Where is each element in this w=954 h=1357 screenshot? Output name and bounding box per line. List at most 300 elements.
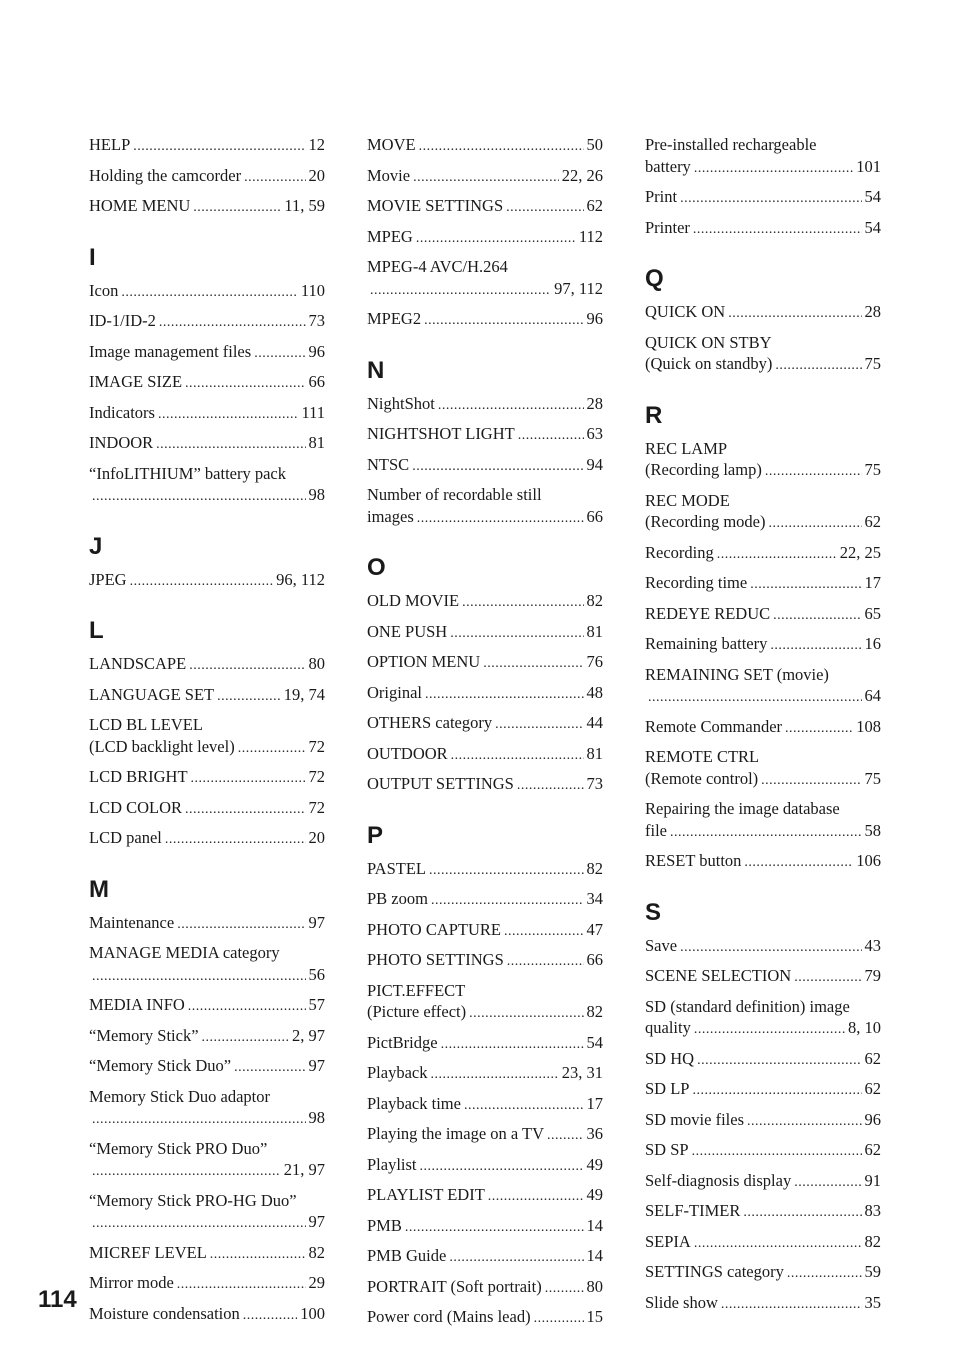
- dot-leader: [787, 1263, 862, 1285]
- index-entry: [89, 1190, 325, 1235]
- dot-leader: [747, 1111, 862, 1133]
- dot-leader: [431, 890, 584, 912]
- dot-leader: [451, 745, 584, 767]
- entry-pages: 62: [864, 1140, 881, 1159]
- index-entry: [645, 1261, 881, 1285]
- entry-pages: 97: [308, 1212, 325, 1231]
- entry-term: LCD panel: [89, 828, 162, 847]
- index-entry: [645, 134, 881, 179]
- entry-term: NIGHTSHOT LIGHT: [367, 424, 515, 443]
- index-entry: [645, 1109, 881, 1133]
- entry-pages: 108: [856, 716, 881, 736]
- index-column-1: [89, 134, 325, 1333]
- dot-leader: [775, 355, 861, 377]
- index-entry: [645, 746, 881, 791]
- dot-leader: [692, 1080, 861, 1102]
- index-entry: [367, 712, 603, 736]
- dot-leader: [794, 967, 861, 989]
- entry-term: Holding the camcorder: [89, 165, 242, 185]
- index-entry: [367, 743, 603, 767]
- dot-leader: [770, 635, 861, 657]
- entry-term: OPTION MENU: [367, 652, 481, 671]
- index-entry: [89, 432, 325, 456]
- entry-pages: 63: [586, 424, 603, 443]
- index-entry: [89, 1138, 325, 1183]
- entry-term: LCD BRIGHT: [89, 767, 188, 786]
- index-column-2: [367, 134, 603, 1337]
- entry-term: MPEG2: [367, 309, 422, 328]
- section-letter: P: [367, 821, 384, 849]
- entry-pages: 75: [864, 354, 881, 373]
- entry-pages: 23, 31: [561, 1063, 603, 1082]
- dot-leader: [188, 996, 306, 1018]
- index-entry: [367, 1032, 603, 1056]
- index-entry: [89, 994, 325, 1018]
- dot-leader: [483, 653, 583, 675]
- dot-leader: [670, 822, 862, 844]
- index-entry: [367, 949, 603, 973]
- index-entry: [645, 542, 881, 566]
- entry-term: QUICK ON STBY: [645, 332, 772, 352]
- entry-pages: 56: [308, 964, 325, 984]
- entry-pages: 57: [308, 995, 325, 1014]
- dot-leader: [744, 852, 853, 874]
- dot-leader: [761, 770, 861, 792]
- dot-leader: [405, 1217, 584, 1239]
- entry-pages: 96: [864, 1109, 881, 1129]
- entry-term: RESET button: [645, 851, 742, 870]
- index-entry: [367, 195, 603, 219]
- entry-pages: 35: [864, 1292, 881, 1312]
- entry-pages: 21, 97: [283, 1160, 325, 1179]
- entry-term: Recording: [645, 542, 714, 562]
- entry-pages: 80: [586, 1276, 603, 1296]
- entry-term: SD SP: [645, 1140, 689, 1159]
- dot-leader: [189, 655, 305, 677]
- section-letter: O: [367, 554, 386, 581]
- entry-pages: 96, 112: [276, 569, 325, 589]
- entry-term: REC MODE: [645, 490, 730, 510]
- dot-leader: [412, 456, 583, 478]
- dot-leader: [92, 1213, 306, 1235]
- dot-leader: [721, 1294, 862, 1316]
- dot-leader: [429, 860, 584, 882]
- entry-pages: 82: [586, 591, 603, 610]
- dot-leader: [130, 571, 274, 593]
- entry-term: IMAGE SIZE: [89, 372, 183, 391]
- entry-pages: 81: [308, 433, 325, 452]
- section-letter: Q: [645, 265, 664, 292]
- dot-leader: [92, 1161, 281, 1183]
- entry-term: LANDSCAPE: [89, 654, 187, 673]
- entry-term: battery: [645, 156, 691, 176]
- index-entry: [89, 1242, 325, 1266]
- entry-pages: 28: [586, 393, 603, 413]
- index-entry: [367, 165, 603, 189]
- index-entry: [89, 463, 325, 508]
- entry-term: Power cord (Mains lead): [367, 1307, 531, 1326]
- page-number: 114: [38, 1286, 77, 1313]
- index-entry: [645, 1048, 881, 1072]
- dot-leader: [769, 513, 862, 535]
- entry-pages: 44: [586, 713, 603, 732]
- dot-leader: [430, 1064, 558, 1086]
- entry-term: (Quick on standby): [645, 354, 773, 373]
- entry-term: SEPIA: [645, 1231, 691, 1251]
- entry-term: SD movie files: [645, 1109, 744, 1129]
- entry-term: PMB Guide: [367, 1246, 447, 1265]
- entry-pages: 97: [308, 1056, 325, 1075]
- entry-term: OLD MOVIE: [367, 591, 460, 610]
- entry-pages: 49: [586, 1154, 603, 1174]
- entry-term: Icon: [89, 280, 119, 300]
- index-entry: [367, 858, 603, 882]
- entry-pages: 43: [864, 935, 881, 955]
- index-entry: [89, 371, 325, 395]
- entry-term: HELP: [89, 135, 131, 154]
- entry-term: JPEG: [89, 569, 127, 589]
- index-entry: [645, 572, 881, 596]
- index-entry: [645, 1170, 881, 1194]
- dot-leader: [217, 686, 281, 708]
- dot-leader: [238, 738, 306, 760]
- index-entry: [89, 280, 325, 304]
- index-entry: [645, 603, 881, 627]
- index-entry: [89, 797, 325, 821]
- section-letter: I: [89, 243, 96, 271]
- entry-term: (Recording mode): [645, 512, 766, 531]
- entry-term: (Remote control): [645, 768, 759, 788]
- dot-leader: [680, 188, 861, 210]
- entry-pages: 111: [301, 402, 325, 422]
- section-letter: L: [89, 617, 104, 644]
- dot-leader: [424, 310, 583, 332]
- entry-pages: 75: [864, 460, 881, 479]
- index-entry: [367, 1215, 603, 1239]
- entry-pages: 8, 10: [848, 1018, 881, 1037]
- entry-pages: 47: [586, 919, 603, 939]
- dot-leader: [506, 197, 583, 219]
- index-entry: [89, 165, 325, 189]
- dot-leader: [210, 1244, 306, 1266]
- entry-pages: 20: [308, 165, 325, 185]
- entry-pages: 106: [856, 851, 881, 870]
- dot-leader: [785, 718, 853, 740]
- index-entry: [645, 301, 881, 325]
- entry-term: SELF-TIMER: [645, 1201, 741, 1220]
- dot-leader: [693, 219, 862, 241]
- entry-pages: 98: [308, 485, 325, 504]
- index-entry: [645, 935, 881, 959]
- index-column-3: [645, 134, 881, 1322]
- dot-leader: [697, 1050, 861, 1072]
- entry-pages: 54: [586, 1032, 603, 1052]
- index-entry: [645, 332, 881, 377]
- dot-leader: [518, 425, 584, 447]
- entry-term: SCENE SELECTION: [645, 966, 792, 985]
- entry-pages: 2, 97: [292, 1025, 325, 1045]
- entry-term: PASTEL: [367, 858, 426, 878]
- entry-pages: 66: [586, 950, 603, 969]
- entry-term: (LCD backlight level): [89, 736, 235, 756]
- entry-term: MEDIA INFO: [89, 995, 185, 1014]
- entry-pages: 22, 26: [561, 165, 603, 185]
- entry-term: Recording time: [645, 573, 748, 592]
- entry-pages: 50: [586, 135, 603, 154]
- index-entry: [645, 1231, 881, 1255]
- index-entry: [645, 1292, 881, 1316]
- entry-term: Print: [645, 187, 678, 206]
- entry-term: Movie: [367, 165, 411, 185]
- entry-term: PMB: [367, 1215, 402, 1235]
- dot-leader: [545, 1278, 584, 1300]
- entry-pages: 17: [864, 573, 881, 592]
- entry-pages: 65: [864, 603, 881, 623]
- entry-pages: 73: [308, 311, 325, 330]
- index-entry: [645, 716, 881, 740]
- index-entry: [367, 1093, 603, 1117]
- dot-leader: [441, 1034, 584, 1056]
- entry-pages: 72: [308, 767, 325, 786]
- entry-pages: 72: [308, 736, 325, 756]
- entry-term: LANGUAGE SET: [89, 684, 215, 704]
- dot-leader: [743, 1202, 861, 1224]
- dot-leader: [728, 303, 861, 325]
- dot-leader: [517, 775, 584, 797]
- entry-pages: 73: [586, 774, 603, 793]
- index-entry: [645, 217, 881, 241]
- dot-leader: [794, 1172, 861, 1194]
- dot-leader: [370, 280, 551, 302]
- index-entry: [89, 569, 325, 593]
- entry-term: Mirror mode: [89, 1273, 174, 1292]
- dot-leader: [504, 921, 583, 943]
- entry-term: PB zoom: [367, 889, 428, 908]
- entry-term: MPEG-4 AVC/H.264: [367, 257, 508, 276]
- index-entry: [89, 714, 325, 759]
- entry-term: Image management files: [89, 341, 252, 361]
- entry-term: Number of recordable still: [367, 485, 542, 504]
- section-letter: S: [645, 898, 662, 926]
- entry-term: Original: [367, 682, 422, 702]
- dot-leader: [765, 461, 862, 483]
- index-entry: [367, 308, 603, 332]
- entry-term: PictBridge: [367, 1032, 438, 1052]
- entry-pages: 97: [308, 912, 325, 932]
- index-entry: [367, 651, 603, 675]
- entry-term: LCD COLOR: [89, 797, 183, 817]
- entry-pages: 80: [308, 654, 325, 673]
- dot-leader: [547, 1125, 583, 1147]
- index-entry: [89, 1025, 325, 1049]
- dot-leader: [449, 1247, 583, 1269]
- entry-pages: 12: [308, 135, 325, 154]
- entry-term: ONE PUSH: [367, 621, 448, 641]
- entry-pages: 101: [856, 156, 881, 176]
- entry-term: OUTPUT SETTINGS: [367, 774, 514, 793]
- entry-term: Moisture condensation: [89, 1303, 240, 1323]
- entry-term: Playback: [367, 1063, 428, 1082]
- dot-leader: [773, 605, 861, 627]
- dot-leader: [438, 395, 584, 417]
- entry-term: “Memory Stick Duo”: [89, 1056, 232, 1075]
- entry-term: OTHERS category: [367, 713, 493, 732]
- entry-term: REMOTE CTRL: [645, 747, 760, 766]
- index-entry: [367, 393, 603, 417]
- entry-term: “Memory Stick”: [89, 1025, 199, 1045]
- index-entry: [89, 402, 325, 426]
- entry-term: (Picture effect): [367, 1002, 467, 1021]
- index-entry: [367, 888, 603, 912]
- dot-leader: [158, 404, 298, 426]
- index-entry: [367, 1154, 603, 1178]
- index-entry: [367, 590, 603, 614]
- section-letter: M: [89, 875, 109, 903]
- index-entry: [367, 919, 603, 943]
- section-letter: J: [89, 532, 103, 560]
- index-entry: [89, 341, 325, 365]
- index-entry: [367, 226, 603, 250]
- entry-pages: 20: [308, 828, 325, 847]
- entry-pages: 11, 59: [284, 196, 325, 215]
- entry-term: REC LAMP: [645, 438, 728, 458]
- index-entry: [367, 773, 603, 797]
- entry-pages: 62: [586, 196, 603, 215]
- entry-term: Repairing the image database: [645, 799, 840, 818]
- entry-term: LCD BL LEVEL: [89, 715, 203, 734]
- dot-leader: [680, 937, 861, 959]
- entry-pages: 49: [586, 1185, 603, 1204]
- entry-pages: 82: [586, 1002, 603, 1021]
- index-entry: [89, 134, 325, 158]
- index-entry: [89, 942, 325, 987]
- index-entry: [367, 423, 603, 447]
- index-entry: [367, 1062, 603, 1086]
- entry-term: PHOTO CAPTURE: [367, 919, 502, 939]
- entry-pages: 81: [586, 743, 603, 763]
- dot-leader: [193, 197, 281, 219]
- entry-term: PORTRAIT (Soft portrait): [367, 1276, 542, 1296]
- entry-term: Indicators: [89, 402, 155, 422]
- entry-pages: 48: [586, 682, 603, 702]
- entry-term: Save: [645, 935, 678, 955]
- dot-leader: [750, 574, 861, 596]
- entry-pages: 72: [308, 797, 325, 817]
- entry-term: MOVE: [367, 135, 416, 154]
- index-entry: [645, 1139, 881, 1163]
- entry-term: SD HQ: [645, 1048, 695, 1068]
- entry-pages: 112: [578, 226, 603, 246]
- index-entry: [645, 664, 881, 709]
- entry-term: OUTDOOR: [367, 743, 448, 763]
- entry-term: Playlist: [367, 1154, 417, 1174]
- entry-term: Printer: [645, 217, 690, 237]
- index-entry: [367, 682, 603, 706]
- dot-leader: [92, 966, 306, 988]
- entry-pages: 96: [586, 309, 603, 328]
- dot-leader: [420, 1156, 584, 1178]
- entry-pages: 66: [586, 506, 603, 526]
- entry-pages: 28: [864, 302, 881, 321]
- entry-term: INDOOR: [89, 433, 154, 452]
- dot-leader: [159, 312, 306, 334]
- dot-leader: [419, 136, 584, 158]
- dot-leader: [413, 167, 559, 189]
- dot-leader: [425, 684, 584, 706]
- entry-pages: 64: [864, 686, 881, 705]
- index-entry: [367, 256, 603, 301]
- index-entry: [89, 310, 325, 334]
- index-entry: [89, 195, 325, 219]
- entry-term: Remaining battery: [645, 634, 768, 653]
- entry-term: Playing the image on a TV: [367, 1124, 545, 1143]
- index-entry: [89, 653, 325, 677]
- entry-term: file: [645, 820, 667, 840]
- entry-term: “Memory Stick PRO Duo”: [89, 1138, 268, 1158]
- index-entry: [367, 621, 603, 645]
- entry-pages: 82: [864, 1231, 881, 1251]
- entry-pages: 22, 25: [839, 542, 881, 562]
- index-entry: [645, 490, 881, 535]
- entry-term: “InfoLITHIUM” battery pack: [89, 463, 286, 483]
- entry-pages: 19, 74: [283, 684, 325, 704]
- entry-term: MICREF LEVEL: [89, 1242, 207, 1262]
- entry-pages: 83: [864, 1201, 881, 1220]
- dot-leader: [177, 914, 305, 936]
- entry-pages: 17: [586, 1093, 603, 1113]
- dot-leader: [92, 486, 306, 508]
- index-entry: [367, 1184, 603, 1208]
- index-entry: [645, 633, 881, 657]
- dot-leader: [234, 1057, 305, 1079]
- dot-leader: [694, 158, 853, 180]
- entry-pages: 91: [864, 1170, 881, 1190]
- dot-leader: [462, 592, 583, 614]
- dot-leader: [244, 167, 305, 189]
- entry-pages: 14: [586, 1246, 603, 1265]
- entry-pages: 100: [300, 1303, 325, 1323]
- index-entry: [645, 850, 881, 874]
- entry-term: PHOTO SETTINGS: [367, 950, 504, 969]
- entry-term: MPEG: [367, 226, 413, 246]
- index-entry: [645, 996, 881, 1041]
- dot-leader: [648, 687, 862, 709]
- dot-leader: [694, 1233, 862, 1255]
- entry-term: NightShot: [367, 393, 435, 413]
- index-entry: [645, 438, 881, 483]
- index-entry: [367, 484, 603, 529]
- entry-term: REMAINING SET (movie): [645, 664, 829, 684]
- entry-term: HOME MENU: [89, 196, 191, 215]
- dot-leader: [495, 714, 583, 736]
- index-entry: [645, 1200, 881, 1224]
- dot-leader: [417, 508, 584, 530]
- dot-leader: [156, 434, 305, 456]
- entry-term: MANAGE MEDIA category: [89, 943, 280, 962]
- entry-pages: 76: [586, 652, 603, 671]
- entry-pages: 59: [864, 1262, 881, 1281]
- entry-pages: 82: [586, 858, 603, 878]
- entry-term: Pre-installed rechargeable: [645, 135, 817, 154]
- entry-pages: 54: [864, 217, 881, 237]
- entry-pages: 15: [586, 1307, 603, 1326]
- entry-pages: 62: [864, 1079, 881, 1098]
- index-entry: [645, 1078, 881, 1102]
- entry-pages: 58: [864, 820, 881, 840]
- entry-pages: 14: [586, 1215, 603, 1235]
- entry-term: Playback time: [367, 1093, 461, 1113]
- dot-leader: [464, 1095, 584, 1117]
